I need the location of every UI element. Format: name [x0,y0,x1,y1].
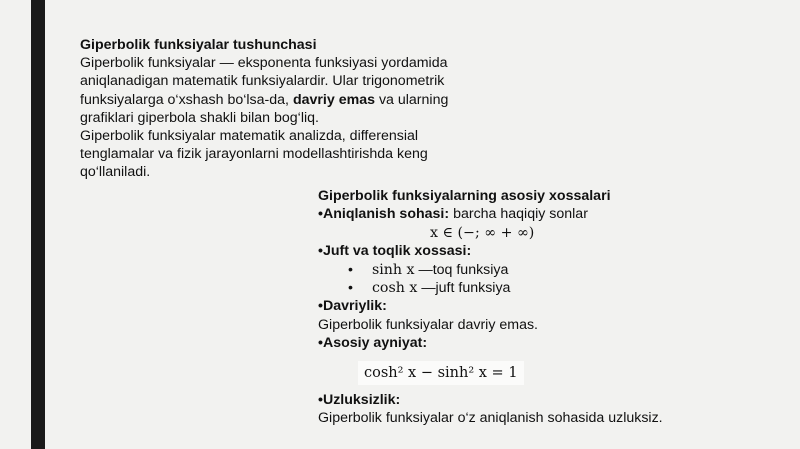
intro-paragraph-1-text-b: va ularning grafiklari giperbola shakli bilan bog‘liq. [80,91,449,126]
cosh-bullet [318,279,738,297]
sinh-expression: sinh x [371,261,415,278]
cosh-description: —juft funksiya [421,280,511,297]
bullet-dot: • [348,280,353,297]
continuity-text: Giperbolik funksiyalar o‘z aniqlanish sohasida uzluksiz. [318,410,663,427]
continuity-label: •Uzluksizlik: [318,392,401,409]
sinh-description: —toq funksiya [418,261,509,278]
periodicity-label: •Davriylik: [318,298,387,315]
properties-section [318,187,738,428]
intro-paragraph-1 [80,54,460,127]
properties-title: Giperbolik funksiyalarning asosiy xossalari [318,188,611,204]
intro-paragraph-2: Giperbolik funksiyalar matematik analizda, differensial tenglamalar va fizik jarayonlarni modellashtirishda keng qo‘llaniladi. [80,128,428,181]
decorative-side-stripe [31,0,45,449]
domain-formula: x ∈ (−; ∞ + ∞) [430,224,535,241]
domain-label: •Aniqlanish sohasi: [318,206,450,223]
intro-paragraph-1-bold: davriy emas [292,91,375,108]
domain-text: barcha haqiqiy sonlar [453,206,588,223]
intro-paragraph-1-text-a: Giperbolik funksiyalar — eksponenta funksiyasi yordamida aniqlanadigan matematik funksiyalardir. Ular trigonometrik funksiyalarga o‘xshash bo‘lsa-da, [80,55,448,108]
identity-label: •Asosiy ayniyat: [318,335,428,352]
domain-line [318,205,738,223]
sinh-bullet [318,261,738,279]
identity-formula: cosh² x − sinh² x = 1 [358,361,524,385]
intro-title: Giperbolik funksiyalar tushunchasi [80,37,317,53]
bullet-dot: • [348,261,353,278]
cosh-expression: cosh x [371,280,418,297]
parity-label: •Juft va toqlik xossasi: [318,243,472,260]
periodicity-text: Giperbolik funksiyalar davriy emas. [318,316,538,333]
intro-section [80,36,460,182]
